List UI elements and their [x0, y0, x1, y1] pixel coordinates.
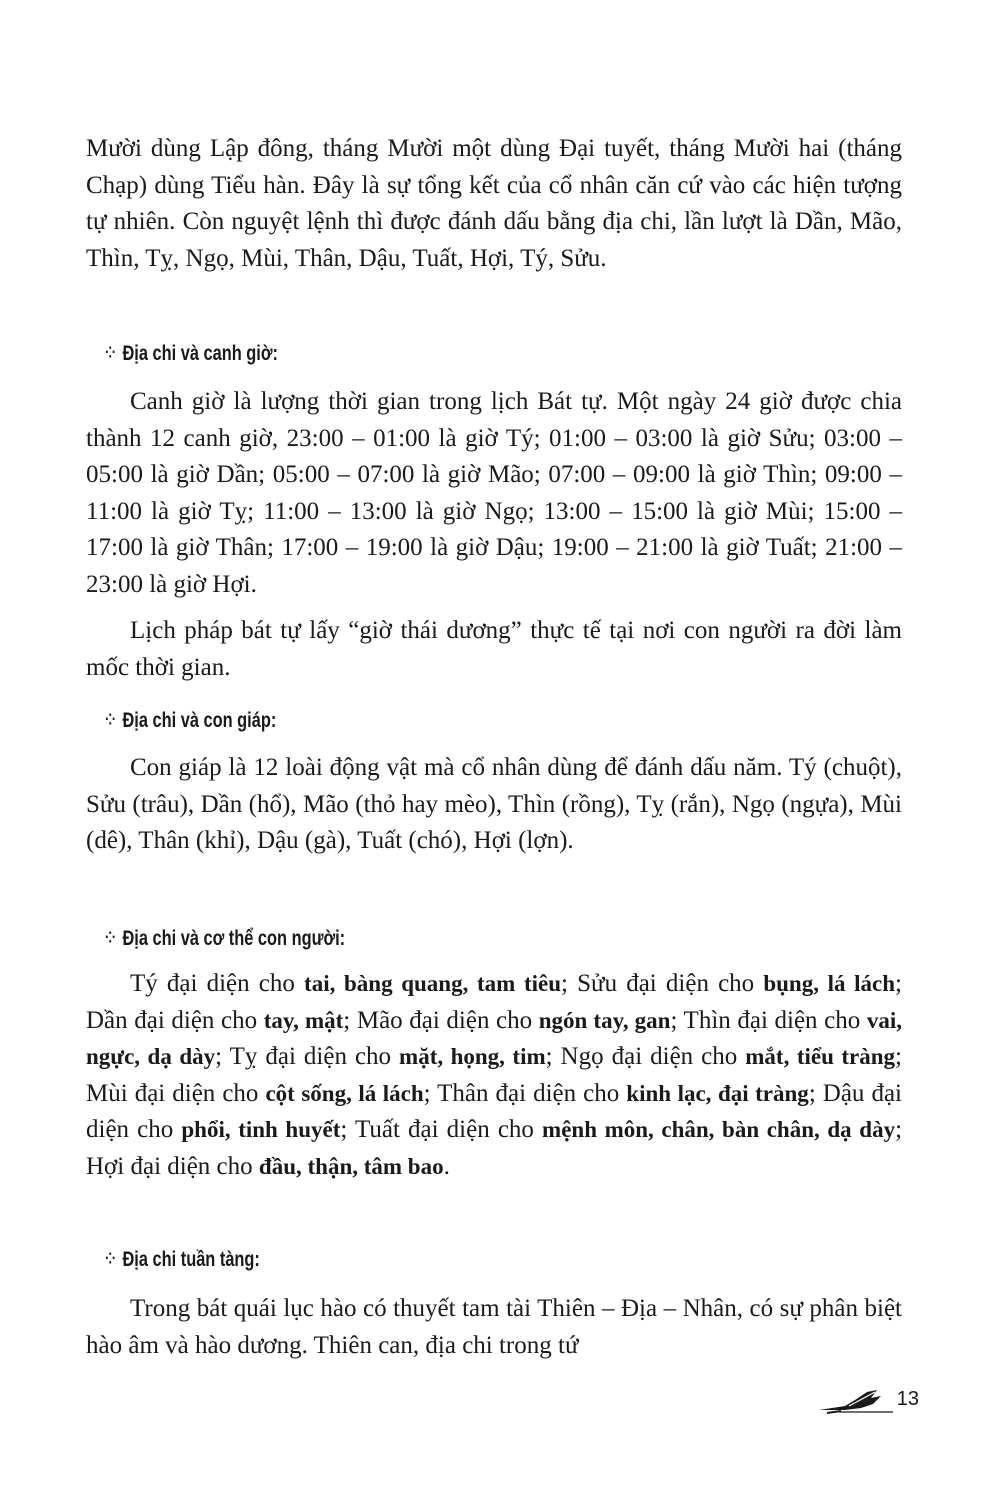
bold-organ-term: tay, mật	[263, 1007, 344, 1033]
diamond-dots-bullet-icon: ⁘	[105, 1251, 116, 1268]
body-text-run: Tý đại diện cho	[130, 970, 305, 997]
diamond-dots-bullet-icon: ⁘	[105, 712, 116, 729]
bold-organ-term: vai, ngực, dạ dày	[86, 1007, 902, 1069]
section-heading-canh-gio	[105, 340, 278, 368]
body-text-run: .	[443, 1152, 450, 1180]
body-text-run: ; Hợi đại diện cho	[86, 1116, 903, 1180]
body-text-run: ; Ngọ đại diện cho	[545, 1043, 746, 1070]
page-number-footer	[815, 1382, 925, 1422]
body-text-run: ; Tuất đại diện cho	[340, 1116, 543, 1143]
paragraph: Trong bát quái lục hào có thuyết tam tài Thiên – Địa – Nhân, có sự phân biệt hào âm và hào dương. Thiên can, địa chi trong tứ	[86, 1295, 902, 1359]
intro-paragraph	[86, 131, 902, 277]
diamond-dots-bullet-icon: ⁘	[105, 345, 116, 362]
section-heading-text: Địa chi tuần tàng:	[122, 1248, 260, 1271]
section-heading-text: Địa chi và canh giờ:	[122, 342, 278, 365]
body-text-run: ; Mùi đại diện cho	[86, 1043, 902, 1107]
section-body-tuan-tang	[86, 1291, 902, 1364]
section-body-co-the	[86, 966, 902, 1185]
body-text-run: ; Thân đại diện cho	[423, 1079, 627, 1107]
feather-quill-ornament-icon	[815, 1382, 895, 1422]
bold-organ-term: cột sống, lá lách	[265, 1080, 424, 1106]
paragraph: Canh giờ là lượng thời gian trong lịch Bát tự. Một ngày 24 giờ được chia thành 12 canh giờ, 23:00 – 01:00 là giờ Tý; 01:00 – 03:00 là giờ Sửu; 03:00 – 05:00 là giờ Dần; 05:00 – 07:00 là giờ Mão; 07:00 – 09:00 là giờ Thìn; 09:00 –11:00 là giờ Tỵ; 11:00 – 13:00 là giờ Ngọ; 13:00 – 15:00 là giờ Mùi; 15:00 – 17:00 là giờ Thân; 17:00 – 19:00 là giờ Dậu; 19:00 – 21:00 là giờ Tuất; 21:00 – 23:00 là giờ Hợi.	[86, 388, 902, 598]
section-heading-text: Địa chi và cơ thể con người:	[122, 927, 346, 950]
section-heading-tuan-tang	[105, 1246, 260, 1274]
body-text-run: ; Sửu đại diện cho	[561, 970, 764, 997]
bold-organ-term: bụng, lá lách	[763, 971, 896, 996]
body-text-run: ; Tỵ đại diện cho	[215, 1043, 400, 1070]
bold-organ-term: kinh lạc, đại tràng	[626, 1080, 809, 1106]
bold-organ-term: mắt, tiểu tràng	[745, 1044, 896, 1069]
diamond-dots-bullet-icon: ⁘	[105, 930, 116, 947]
bold-organ-term: phổi, tinh huyết	[181, 1117, 341, 1142]
section-heading-co-the	[105, 925, 345, 953]
bold-organ-term: tai, bàng quang, tam tiêu	[304, 971, 562, 996]
paragraph: Lịch pháp bát tự lấy “giờ thái dương” thực tế tại nơi con người ra đời làm mốc thời gian.	[86, 617, 902, 681]
bold-organ-term: ngón tay, gan	[538, 1007, 671, 1033]
intro-text: Mười dùng Lập đông, tháng Mười một dùng Đại tuyết, tháng Mười hai (tháng Chạp) dùng Tiểu hàn. Đây là sự tổng kết của cổ nhân căn cứ vào các hiện tượng tự nhiên. Còn nguyệt lệnh thì được đánh dấu bằng địa chi, lần lượt là Dần, Mão, Thìn, Tỵ, Ngọ, Mùi, Thân, Dậu, Tuất, Hợi, Tý, Sửu.	[86, 135, 902, 272]
body-text-run: ; Thìn đại diện cho	[670, 1006, 867, 1034]
section-heading-text: Địa chi và con giáp:	[122, 709, 277, 732]
section-body-con-giap	[86, 750, 902, 860]
section-heading-con-giap	[105, 707, 276, 735]
bold-organ-term: mặt, họng, tim	[399, 1044, 546, 1069]
paragraph: Con giáp là 12 loài động vật mà cổ nhân dùng để đánh dấu năm. Tý (chuột), Sửu (trâu), Dần (hổ), Mão (thỏ hay mèo), Thìn (rồng), Tỵ (rắn), Ngọ (ngựa), Mùi (dê), Thân (khỉ), Dậu (gà), Tuất (chó), Hợi (lợn).	[86, 754, 902, 854]
body-text-run: ; Dần đại diện cho	[86, 970, 902, 1034]
page-number: 13	[896, 1388, 919, 1410]
body-text-run: ; Mão đại diện cho	[343, 1006, 539, 1034]
body-text-run: ; Dậu đại diện cho	[86, 1079, 902, 1143]
body-parts-paragraph	[86, 966, 902, 1185]
bold-organ-term: mệnh môn, chân, bàn chân, dạ dày	[542, 1117, 896, 1142]
bold-organ-term: đầu, thận, tâm bao	[258, 1153, 444, 1179]
section-body-canh-gio	[86, 384, 902, 686]
